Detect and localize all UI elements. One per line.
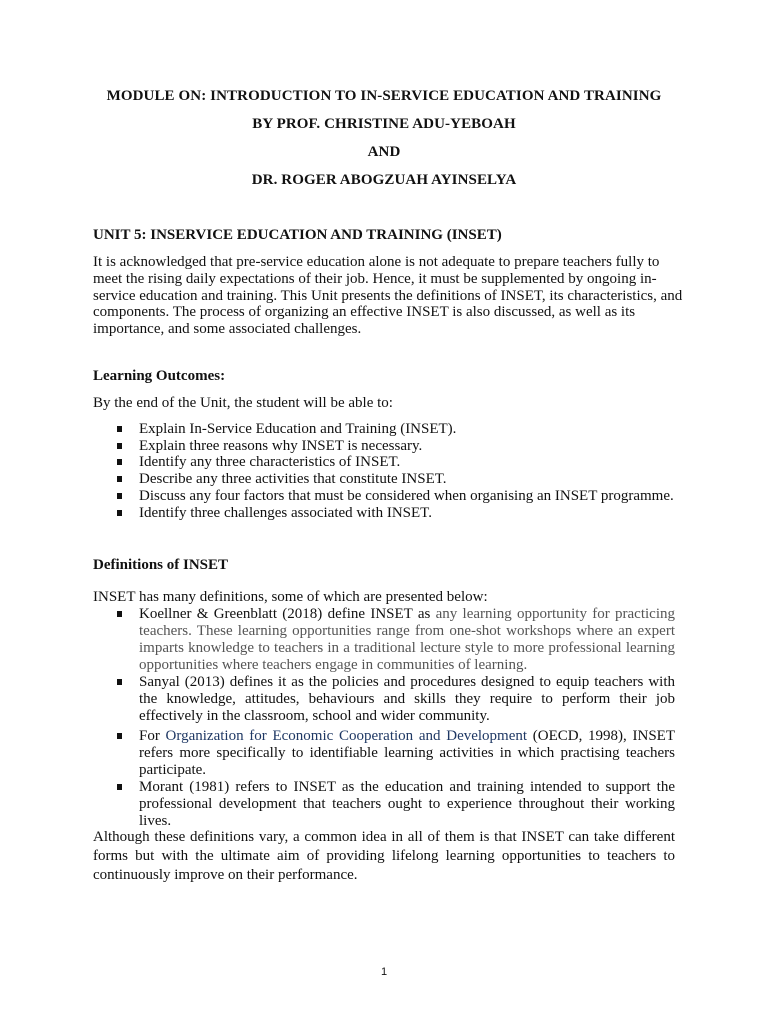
learning-outcomes-heading: Learning Outcomes: bbox=[93, 368, 226, 384]
bullet-icon bbox=[117, 784, 122, 790]
definitions-closing-paragraph: Although these definitions vary, a common idea in all of them is that INSET can take different forms but with the ultimate aim of providing lifelong learning opportunities to teachers to continuously improve on their performance. bbox=[93, 829, 675, 883]
learning-outcomes-list bbox=[93, 421, 683, 521]
bullet-icon bbox=[117, 493, 122, 499]
bullet-icon bbox=[117, 679, 122, 685]
definitions-heading: Definitions of INSET bbox=[93, 557, 229, 573]
list-item: Discuss any four factors that must be considered when organising an INSET programme. bbox=[93, 488, 683, 505]
bullet-icon bbox=[117, 459, 122, 465]
module-title: MODULE ON: INTRODUCTION TO IN-SERVICE EDUCATION AND TRAINING bbox=[106, 88, 662, 104]
list-item: Sanyal (2013) defines it as the policies and procedures designed to equip teachers with the knowledge, attitudes, behaviours and skills they require to perform their job effectively in the classroom, school and wider community. bbox=[93, 674, 675, 725]
list-item: Describe any three activities that constitute INSET. bbox=[93, 471, 683, 488]
list-item: Identify three challenges associated with INSET. bbox=[93, 505, 683, 522]
page-number: 1 bbox=[380, 966, 388, 978]
list-item: For Organization for Economic Cooperation and Development (OECD, 1998), INSET refers more specifically to identifiable learning activities in which practising teachers participate. bbox=[93, 728, 675, 779]
unit-intro-paragraph: It is acknowledged that pre-service education alone is not adequate to prepare teachers fully to meet the rising daily expectations of their job. Hence, it must be supplemented by ongoing in-service education and training. This Unit presents the definitions of INSET, its characteristics, and components. The process of organizing an effective INSET is also discussed, as well as its importance, and some associated challenges. bbox=[93, 254, 683, 338]
learning-outcomes-lead: By the end of the Unit, the student will be able to: bbox=[93, 395, 393, 411]
author-conjunction: AND bbox=[367, 144, 401, 160]
list-item: Morant (1981) refers to INSET as the education and training intended to support the professional development that teachers ought to experience throughout their working lives. bbox=[93, 779, 675, 830]
bullet-icon bbox=[117, 476, 122, 482]
definitions-lead: INSET has many definitions, some of which are presented below: bbox=[93, 589, 488, 605]
bullet-icon bbox=[117, 733, 122, 739]
unit-heading: UNIT 5: INSERVICE EDUCATION AND TRAINING (INSET) bbox=[93, 227, 502, 243]
definition-quote: any learning opportunity for practicing teachers. These learning opportunities range from one-shot workshops where an expert imparts knowledge to teachers in a traditional lecture style to more professional learning opportunities where teachers engage in communities of learning. bbox=[139, 606, 675, 673]
organization-name: Organization for Economic Cooperation and Development bbox=[165, 728, 528, 744]
definitions-list bbox=[93, 606, 675, 830]
list-item: Identify any three characteristics of INSET. bbox=[93, 454, 683, 471]
bullet-icon bbox=[117, 443, 122, 449]
bullet-icon bbox=[117, 611, 122, 617]
list-item: Explain three reasons why INSET is necessary. bbox=[93, 438, 683, 455]
bullet-icon bbox=[117, 426, 122, 432]
list-item: Explain In-Service Education and Training (INSET). bbox=[93, 421, 683, 438]
author-line-1: BY PROF. CHRISTINE ADU-YEBOAH bbox=[252, 116, 516, 132]
bullet-icon bbox=[117, 510, 122, 516]
author-line-2: DR. ROGER ABOGZUAH AYINSELYA bbox=[251, 172, 517, 188]
list-item: Koellner & Greenblatt (2018) define INSET as any learning opportunity for practicing teachers. These learning opportunities range from one-shot workshops where an expert imparts knowledge to teachers in a traditional lecture style to more professional learning opportunities where teachers engage in communities of learning. bbox=[93, 606, 675, 674]
